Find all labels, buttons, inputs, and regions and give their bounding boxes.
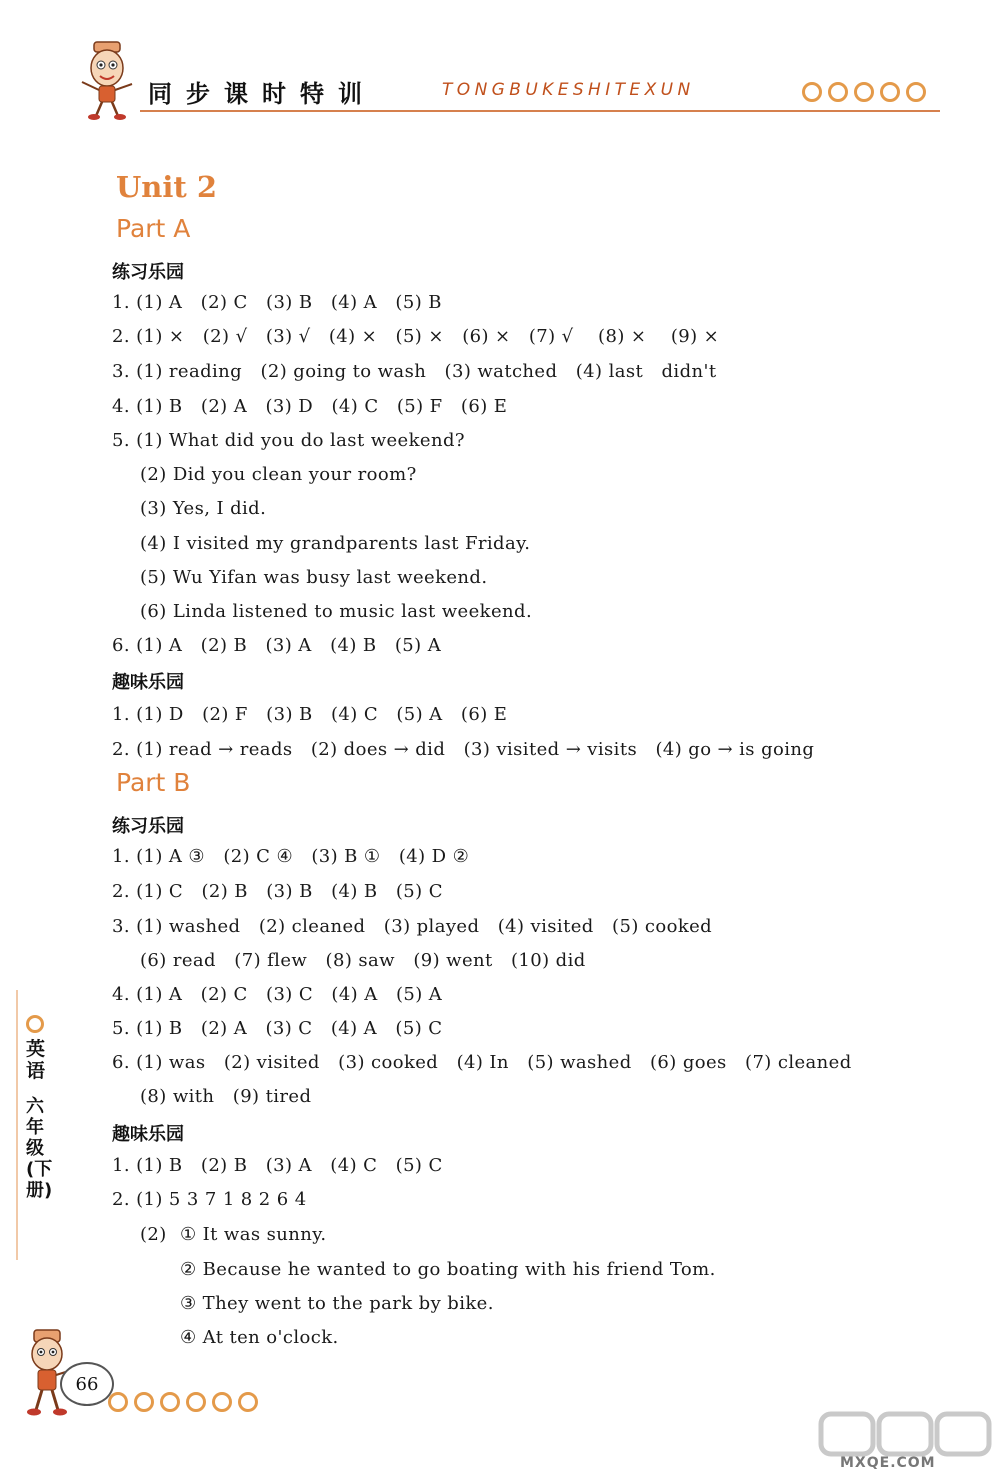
circle-icon xyxy=(108,1392,128,1412)
answer-line: ④ At ten o'clock. xyxy=(180,1327,339,1348)
answer-line: ② Because he wanted to go boating with his friend Tom. xyxy=(180,1259,716,1280)
sidebar-rule xyxy=(16,990,18,1260)
answer-line: (8) with (9) tired xyxy=(140,1086,312,1107)
circle-icon xyxy=(828,82,848,102)
part-a-title: Part A xyxy=(116,214,191,243)
watermark-text: MXQE.COM xyxy=(840,1455,936,1471)
answer-line: 2. (1) 5 3 7 1 8 2 6 4 xyxy=(112,1189,307,1210)
answer-line: 4. (1) B (2) A (3) D (4) C (5) F (6) E xyxy=(112,396,508,417)
part-b-practice-heading: 练习乐园 xyxy=(112,816,184,837)
part-a-fun-heading: 趣味乐园 xyxy=(112,672,184,693)
answer-line: 5. (1) What did you do last weekend? xyxy=(112,430,465,451)
circle-icon xyxy=(238,1392,258,1412)
answer-line: 1. (1) A ③ (2) C ④ (3) B ① (4) D ② xyxy=(112,846,470,867)
circle-icon xyxy=(212,1392,232,1412)
answer-line: 1. (1) D (2) F (3) B (4) C (5) A (6) E xyxy=(112,704,508,725)
circle-icon xyxy=(160,1392,180,1412)
unit-title: Unit 2 xyxy=(116,170,218,204)
sidebar-subject: 英语 xyxy=(26,1038,46,1082)
circle-icon xyxy=(26,1015,44,1033)
circle-icon xyxy=(906,82,926,102)
circle-icon xyxy=(134,1392,154,1412)
part-b-fun-heading: 趣味乐园 xyxy=(112,1124,184,1145)
answer-line: (5) Wu Yifan was busy last weekend. xyxy=(140,567,488,588)
answer-line: 2. (1) × (2) √ (3) √ (4) × (5) × (6) × (7) √ (8) × (9) × xyxy=(112,326,720,347)
footer-circle-decoration xyxy=(108,1392,258,1412)
answer-line: (6) read (7) flew (8) saw (9) went (10) did xyxy=(140,950,586,971)
part-a-practice-heading: 练习乐园 xyxy=(112,262,184,283)
answer-line: 5. (1) B (2) A (3) C (4) A (5) C xyxy=(112,1018,443,1039)
sidebar-grade: 六年级(下册) xyxy=(26,1096,53,1201)
answer-line: ① It was sunny. xyxy=(180,1224,327,1245)
header-title-en: TONGBUKESHITEXUN xyxy=(442,80,695,100)
answer-line: ③ They went to the park by bike. xyxy=(180,1293,494,1314)
answer-line: (6) Linda listened to music last weekend. xyxy=(140,601,533,622)
answer-line: 1. (1) A (2) C (3) B (4) A (5) B xyxy=(112,292,442,313)
circle-icon xyxy=(854,82,874,102)
answer-line: 3. (1) washed (2) cleaned (3) played (4) visited (5) cooked xyxy=(112,916,713,937)
answer-line: 2. (1) C (2) B (3) B (4) B (5) C xyxy=(112,881,443,902)
header-title-cn: 同步课时特训 xyxy=(148,80,376,108)
answer-line-label: (2) xyxy=(140,1224,167,1245)
circle-icon xyxy=(880,82,900,102)
header-circle-decoration xyxy=(802,82,926,102)
circle-icon xyxy=(802,82,822,102)
answer-line: 3. (1) reading (2) going to wash (3) watched (4) last didn't xyxy=(112,361,717,382)
page-number: 66 xyxy=(60,1362,114,1406)
mascot-icon xyxy=(72,38,142,120)
answer-line: (3) Yes, I did. xyxy=(140,498,267,519)
answer-line: 4. (1) A (2) C (3) C (4) A (5) A xyxy=(112,984,443,1005)
answer-line: 1. (1) B (2) B (3) A (4) C (5) C xyxy=(112,1155,443,1176)
answer-line: (4) I visited my grandparents last Friday. xyxy=(140,533,531,554)
answer-line: 2. (1) read → reads (2) does → did (3) visited → visits (4) go → is going xyxy=(112,739,815,760)
answer-line: 6. (1) was (2) visited (3) cooked (4) In (5) washed (6) goes (7) cleaned xyxy=(112,1052,852,1073)
header-divider xyxy=(140,110,940,112)
answer-line: 6. (1) A (2) B (3) A (4) B (5) A xyxy=(112,635,442,656)
answer-line: (2) Did you clean your room? xyxy=(140,464,417,485)
page-header xyxy=(0,0,1000,150)
circle-icon xyxy=(186,1392,206,1412)
part-b-title: Part B xyxy=(116,768,191,797)
